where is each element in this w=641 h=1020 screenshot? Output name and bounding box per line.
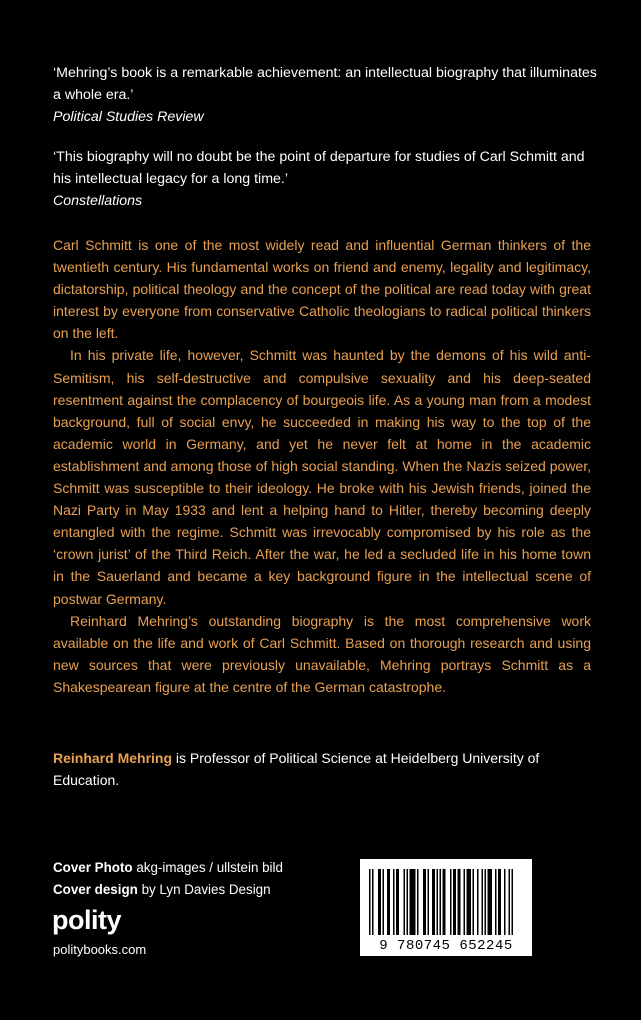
barcode-bar — [372, 869, 374, 935]
cover-credits — [53, 857, 283, 901]
barcode-bar — [509, 869, 511, 935]
barcode-bar — [450, 869, 452, 935]
barcode-bar — [467, 869, 472, 935]
blurb-paragraph: Reinhard Mehring’s outstanding biography is the most comprehensive work available on the life and work of Carl Schmitt. Based on thorough research and using new sources that were previously unavailable, Mehring portrays Schmitt as a Shakespearean figure at the centre of the German catastrophe. — [53, 612, 591, 695]
barcode-bar — [482, 869, 484, 935]
isbn-number: 9 780745 652245 — [379, 938, 513, 954]
design-credit: Cover design by Lyn Davies Design — [53, 882, 271, 897]
quote-text: ‘Mehring’s book is a remarkable achievement: an intellectual biography that illuminates a whole era.’ — [53, 65, 597, 103]
barcode-bar — [495, 869, 497, 935]
barcode-bar — [440, 869, 442, 935]
author-bio-text: is Professor of Political Science at Heidelberg University of Education. — [53, 750, 540, 788]
book-description — [53, 234, 591, 698]
barcode-bar — [393, 869, 395, 935]
barcode-bar — [383, 869, 385, 935]
barcode-bar — [473, 869, 475, 935]
barcode-bar — [404, 869, 406, 935]
photo-credit: Cover Photo akg-images / ullstein bild — [53, 860, 283, 875]
isbn-barcode — [360, 859, 532, 956]
quote-source: Political Studies Review — [53, 109, 204, 125]
barcode-bar — [417, 869, 419, 935]
author-name: Reinhard Mehring — [53, 750, 173, 766]
quote-source: Constellations — [53, 193, 143, 209]
barcode-bar — [410, 869, 416, 935]
barcode-bar — [437, 869, 439, 935]
barcode-bars — [369, 869, 523, 935]
barcode-bar — [458, 869, 461, 935]
barcode-bar — [464, 869, 466, 935]
barcode-bar — [387, 869, 390, 935]
barcode-bar — [477, 869, 479, 935]
publisher-website: politybooks.com — [53, 942, 147, 957]
barcode-bar — [498, 869, 501, 935]
barcode-bar — [396, 869, 399, 935]
barcode-bar — [423, 869, 426, 935]
review-quote-2 — [53, 146, 598, 212]
barcode-bar — [485, 869, 487, 935]
publisher-logo: polity — [52, 905, 121, 935]
blurb-paragraph: In his private life, however, Schmitt was haunted by the demons of his wild anti-Semitism, his self-destructive and compulsive sexuality and his deep-seated resentment against the complacency of bourgeois life. As a young man from a modest background, full of social envy, he succeeded in making his way to the top of the academic world in Germany, and yet he never felt at home in the academic establishment and among those of high social standing. When the Nazis seized power, Schmitt was susceptible to their ideology. He broke with his Jewish friends, joined the Nazi Party in May 1933 and lent a helping hand to Hitler, thereby becoming deeply entangled with the regime. Schmitt was irrevocably compromised by his role as the ‘crown jurist’ of the Third Reich. After the war, he led a secluded life in his home town in the Sauerland and became a key background figure in the intellectual scene of postwar Germany. — [53, 347, 591, 607]
barcode-bar — [443, 869, 446, 935]
quote-text: ‘This biography will no doubt be the point of departure for studies of Carl Schmitt and his intellectual legacy for a long time.’ — [53, 149, 585, 187]
blurb-paragraph: Carl Schmitt is one of the most widely read and influential German thinkers of the twentieth century. His fundamental works on friend and enemy, legality and legitimacy, dictatorship, political theology and the concept of the political are read today with great interest by everyone from conservative Catholic theologians to radical political thinkers on the left. — [53, 237, 591, 342]
barcode-bar — [453, 869, 456, 935]
author-bio — [53, 747, 593, 791]
barcode-bar — [407, 869, 409, 935]
barcode-bar — [378, 869, 381, 935]
barcode-bar — [369, 869, 371, 935]
barcode-bar — [504, 869, 506, 935]
barcode-bar — [512, 869, 514, 935]
review-quote-1 — [53, 62, 598, 128]
barcode-bar — [432, 869, 435, 935]
barcode-bar — [428, 869, 430, 935]
barcode-bar — [488, 869, 493, 935]
